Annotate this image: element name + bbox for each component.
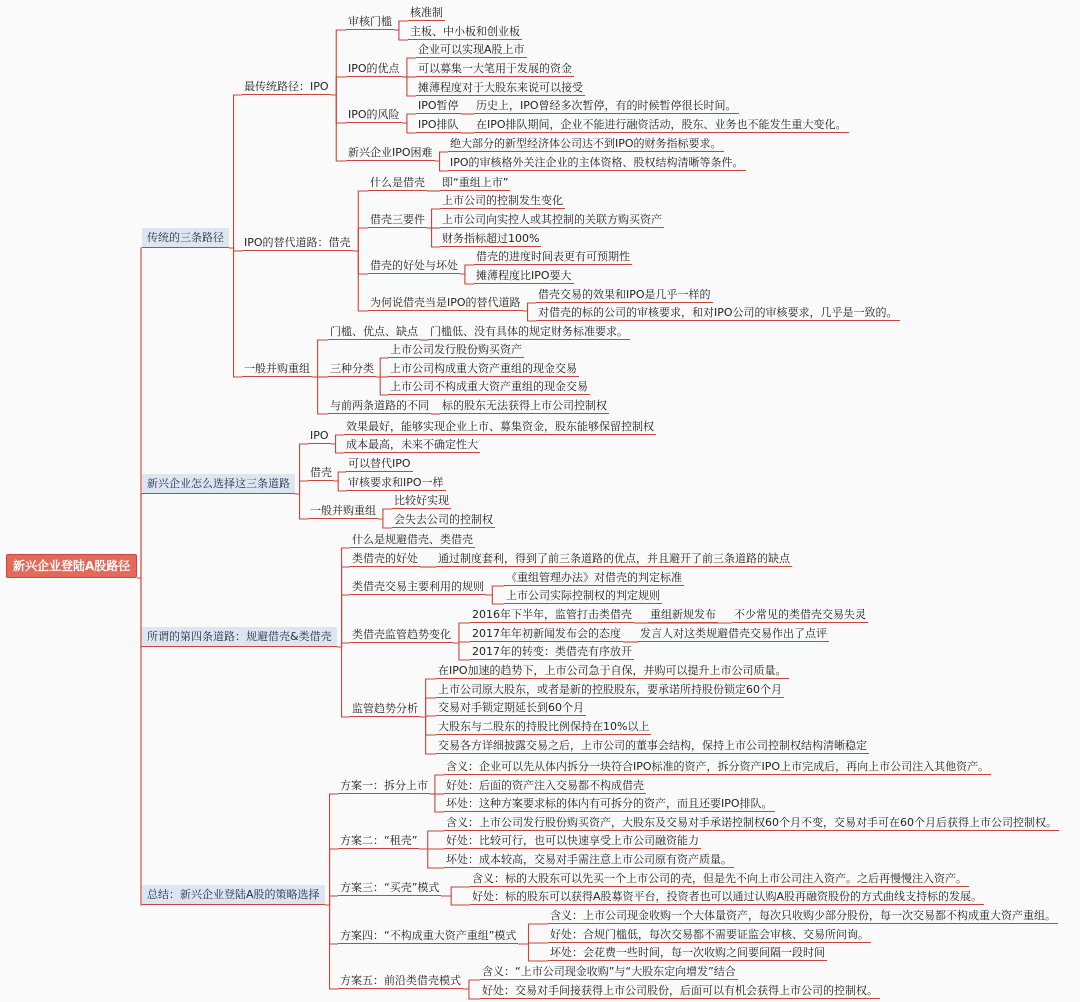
connector-line — [331, 77, 346, 95]
leaf-topic-branches-0-children-0-children-3-children-1[interactable]: IPO的审核格外关注企业的主体资格、股权结构清晰等条件。 — [450, 156, 744, 169]
subtopic-branches-0-children-0[interactable]: 最传统路径：IPO — [244, 80, 329, 93]
leaf-topic-branches-0-children-1-children-3-children-1[interactable]: 对借壳的标的公司的审核要求，和对IPO公司的审核要求，几乎是一致的。 — [538, 306, 898, 319]
connector-line — [295, 481, 308, 494]
leaf-topic-branches-1-children-2-children-1[interactable]: 会失去公司的控制权 — [394, 513, 493, 526]
connector-line — [427, 228, 440, 247]
connector-line — [420, 717, 436, 735]
leaf-topic-branches-0-children-2-children-1-children-1[interactable]: 上市公司构成重大资产重组的现金交易 — [390, 362, 577, 375]
connector-line — [353, 251, 368, 311]
connector-line — [229, 95, 242, 248]
leaf-topic-branches-2-children-2-children-0[interactable]: 《重组管理办法》对借壳的判定标准 — [506, 571, 682, 584]
leaf-topic-branches-2-children-4-children-0[interactable]: 在IPO加速的趋势下，上市公司急于自保，并购可以提升上市公司质量。 — [438, 664, 787, 677]
leaf-topic-branches-3-children-0-children-1[interactable]: 好处：后面的资产注入交易都不构成借壳 — [446, 779, 644, 792]
connector-line — [518, 944, 548, 961]
leaf-topic-branches-3-children-4-children-0[interactable]: 含义：“上市公司现金收购”与“大股东定向增发”结合 — [482, 965, 736, 978]
leaf-topic-branches-0-children-0-children-0[interactable]: 审核门槛 — [348, 15, 392, 28]
subtopic-branches-3-children-0[interactable]: 方案一：拆分上市 — [340, 779, 428, 792]
subtopic-branches-1-children-2[interactable]: 一般并购重组 — [310, 504, 376, 517]
connector-line — [402, 58, 416, 77]
subtopic-branches-2-children-1[interactable]: 类借壳的好处 — [352, 552, 418, 565]
branch-topic-branches-2[interactable]: 所谓的第四条道路：规避借壳&类借壳 — [142, 627, 337, 647]
subtopic-branches-3-children-1[interactable]: 方案二：“租壳” — [340, 834, 418, 847]
leaf-topic-branches-0-children-1-children-0-children-0[interactable]: 即“重组上市” — [442, 176, 509, 189]
connector-line — [453, 643, 470, 660]
connector-line — [353, 228, 368, 251]
branch-topic-branches-3[interactable]: 总结：新兴企业登陆A股的策略选择 — [142, 885, 325, 905]
connector-line — [337, 548, 350, 647]
leaf-topic-branches-0-children-0-children-2-children-1-children-0[interactable]: 在IPO排队期间，企业不能进行融资活动，股东、业务也不能发生重大变化。 — [476, 118, 847, 131]
leaf-topic-branches-0-children-2-children-1-children-0[interactable]: 上市公司发行股份购买资产 — [390, 343, 522, 356]
leaf-topic-branches-2-children-3-children-0-children-0[interactable]: 重组新规发布 — [650, 608, 716, 621]
leaf-topic-branches-0-children-0-children-2-children-1[interactable]: IPO排队 — [418, 118, 459, 131]
connector-line — [463, 980, 480, 989]
leaf-topic-branches-1-children-0-children-1[interactable]: 成本最高，未来不确定性大 — [346, 438, 478, 451]
leaf-topic-branches-0-children-0-children-0-children-0[interactable]: 核准制 — [410, 6, 443, 19]
leaf-topic-branches-0-children-1-children-1-children-2[interactable]: 财务指标超过100% — [442, 232, 540, 245]
connector-line — [353, 251, 368, 274]
connector-line — [337, 647, 350, 717]
subtopic-branches-2-children-2[interactable]: 类借壳交易主要利用的规则 — [352, 580, 484, 593]
connector-line — [331, 444, 344, 453]
leaf-topic-branches-1-children-2-children-0[interactable]: 比较好实现 — [394, 494, 449, 507]
connector-line — [463, 989, 480, 999]
connector-line — [331, 30, 346, 95]
connector-line — [295, 494, 308, 519]
connector-line — [460, 265, 474, 274]
leaf-topic-branches-0-children-1-children-3[interactable]: 为何说借壳当是IPO的替代道路 — [370, 296, 521, 309]
connector-line — [486, 586, 504, 595]
leaf-topic-branches-0-children-1-children-1-children-1[interactable]: 上市公司向实控人或其控制的关联方购买资产 — [442, 213, 662, 226]
subtopic-branches-2-children-3[interactable]: 类借壳监管趋势变化 — [352, 628, 451, 641]
subtopic-branches-0-children-2[interactable]: 一般并购重组 — [244, 362, 310, 375]
connector-line — [331, 95, 346, 161]
connector-line — [229, 248, 242, 377]
leaf-topic-branches-2-children-4-children-2[interactable]: 交易对手锁定期延长到60个月 — [438, 701, 584, 714]
subtopic-branches-3-children-2[interactable]: 方案三：“买壳”模式 — [340, 881, 440, 894]
subtopic-branches-1-children-1[interactable]: 借壳 — [310, 466, 332, 479]
connector-line — [337, 643, 350, 647]
leaf-topic-branches-3-children-2-children-1[interactable]: 好处：标的股东可以获得A股募资平台，投资者也可以通过认购A股再融资股份的方式曲线支持标的发展。 — [472, 890, 983, 903]
leaf-topic-branches-3-children-1-children-2[interactable]: 坏处：成本较高，交易对手需注意上市公司原有资产质量。 — [446, 853, 732, 866]
subtopic-branches-3-children-3[interactable]: 方案四：“不构成重大资产重组”模式 — [340, 929, 517, 942]
leaf-topic-branches-0-children-0-children-3[interactable]: 新兴企业IPO困难 — [348, 146, 433, 159]
connector-line — [312, 377, 328, 414]
leaf-topic-branches-0-children-1-children-2-children-0[interactable]: 借壳的进度时间表更有可预期性 — [476, 250, 630, 263]
subtopic-branches-2-children-4[interactable]: 监管趋势分析 — [352, 702, 418, 715]
connector-line — [295, 444, 308, 494]
connector-line — [337, 567, 350, 647]
leaf-topic-branches-3-children-2-children-0[interactable]: 含义：标的大股东可以先买一个上市公司的壳，但是先不向上市公司注入资产。之后再慢慢注入资产。 — [472, 872, 967, 885]
connector-line — [394, 21, 408, 30]
leaf-topic-branches-2-children-3-children-1[interactable]: 2017年年初新闻发布会的态度 — [472, 627, 621, 640]
leaf-topic-branches-0-children-2-children-1[interactable]: 三种分类 — [330, 362, 374, 375]
connector-line — [331, 435, 344, 444]
leaf-topic-branches-3-children-3-children-1[interactable]: 好处：合规门槛低，每次交易都不需要证监会审核、交易所问询。 — [550, 928, 869, 941]
connector-line — [441, 896, 470, 905]
connector-line — [419, 849, 444, 868]
leaf-topic-branches-3-children-0-children-2[interactable]: 坏处：这种方案要求标的体内有可拆分的资产，而且还要IPO排队。 — [446, 797, 773, 810]
connector-line — [453, 623, 470, 643]
leaf-topic-branches-0-children-1-children-2-children-1[interactable]: 摊薄程度比IPO要大 — [476, 269, 572, 282]
connector-line — [435, 152, 448, 161]
connector-line — [325, 896, 338, 905]
leaf-topic-branches-2-children-4-children-3[interactable]: 大股东与二股东的持股比例保持在10%以上 — [438, 720, 650, 733]
leaf-topic-branches-3-children-1-children-1[interactable]: 好处：比较可行，也可以快速享受上市公司融资能力 — [446, 834, 699, 847]
leaf-topic-branches-0-children-2-children-2[interactable]: 与前两条道路的不同 — [330, 399, 429, 412]
connector-line — [402, 77, 416, 96]
connector-line — [325, 905, 338, 989]
leaf-topic-branches-0-children-1-children-1[interactable]: 借壳三要件 — [370, 213, 425, 226]
leaf-topic-branches-0-children-1-children-0[interactable]: 什么是借壳 — [370, 176, 425, 189]
leaf-topic-branches-0-children-1-children-1-children-0[interactable]: 上市公司的控制发生变化 — [442, 194, 563, 207]
subtopic-branches-3-children-4[interactable]: 方案五：前沿类借壳模式 — [340, 974, 461, 987]
connector-line — [376, 377, 388, 395]
connector-line — [376, 358, 388, 377]
subtopic-branches-0-children-1[interactable]: IPO的替代道路：借壳 — [244, 236, 351, 249]
connector-line — [523, 311, 536, 321]
leaf-topic-branches-0-children-0-children-2[interactable]: IPO的风险 — [348, 108, 400, 121]
root-topic[interactable]: 新兴企业登陆A股路径 — [6, 554, 137, 578]
leaf-topic-branches-1-children-1-children-1[interactable]: 审核要求和IPO一样 — [348, 476, 444, 489]
leaf-topic-branches-2-children-3-children-2[interactable]: 2017年的转变：类借壳有序放开 — [472, 645, 632, 658]
leaf-topic-branches-0-children-0-children-2-children-0-children-0[interactable]: 历史上，IPO曾经多次暂停，有的时候暂停很长时间。 — [476, 99, 737, 112]
connector-line — [420, 698, 436, 717]
leaf-topic-branches-1-children-1-children-0[interactable]: 可以替代IPO — [348, 457, 411, 470]
leaf-topic-branches-0-children-0-children-1-children-0[interactable]: 企业可以实现A股上市 — [418, 43, 525, 56]
leaf-topic-branches-2-children-4-children-4[interactable]: 交易各方详细披露交易之后，上市公司的董事会结构，保持上市公司控制权结构清晰稳定 — [438, 739, 867, 752]
connector-line — [427, 209, 440, 228]
connector-line — [353, 191, 368, 251]
connector-line — [435, 161, 448, 171]
connector-line — [378, 519, 392, 528]
leaf-topic-branches-2-children-1-children-0[interactable]: 通过制度套利，得到了前三条道路的优点，并且避开了前三条道路的缺点 — [438, 552, 790, 565]
leaf-topic-branches-2-children-3-children-0-children-1[interactable]: 不少常见的类借壳交易失灵 — [734, 608, 866, 621]
leaf-topic-branches-0-children-0-children-1-children-2[interactable]: 摊薄程度对于大股东来说可以接受 — [418, 81, 583, 94]
connector-line — [312, 340, 328, 377]
leaf-topic-branches-0-children-0-children-1[interactable]: IPO的优点 — [348, 62, 400, 75]
leaf-topic-branches-0-children-2-children-2-children-0[interactable]: 标的股东无法获得上市公司控制权 — [442, 399, 607, 412]
subtopic-branches-1-children-0[interactable]: IPO — [310, 429, 329, 442]
connector-line — [402, 123, 416, 133]
leaf-topic-branches-0-children-2-children-0[interactable]: 门槛、优点、缺点 — [330, 325, 418, 338]
connector-line — [137, 494, 142, 578]
leaf-topic-branches-0-children-0-children-3-children-0[interactable]: 绝大部分的新型经济体公司达不到IPO的财务指标要求。 — [450, 137, 722, 150]
leaf-topic-branches-2-children-2-children-1[interactable]: 上市公司实际控制权的判定规则 — [506, 589, 660, 602]
leaf-topic-branches-0-children-2-children-1-children-2[interactable]: 上市公司不构成重大资产重组的现金交易 — [390, 380, 588, 393]
connector-line — [460, 274, 474, 284]
leaf-topic-branches-0-children-1-children-2[interactable]: 借壳的好处与坏处 — [370, 259, 458, 272]
connector-line — [325, 905, 338, 944]
leaf-topic-branches-2-children-3-children-1-children-0[interactable]: 发言人对这类规避借壳交易作出了点评 — [640, 627, 827, 640]
leaf-topic-branches-3-children-0-children-0[interactable]: 含义：企业可以先从体内拆分一块符合IPO标准的资产，拆分资产IPO上市完成后，再向上市公司注入其他资产。 — [446, 760, 990, 773]
connector-line — [394, 30, 408, 40]
leaf-topic-branches-1-children-0-children-0[interactable]: 效果最好，能够实现企业上市、募集资金，股东能够保留控制权 — [346, 420, 654, 433]
leaf-topic-branches-3-children-4-children-1[interactable]: 好处：交易对手间接获得上市公司股份，后面可以有机会获得上市公司的控制权。 — [482, 984, 878, 997]
connector-line — [419, 831, 444, 849]
connector-line — [523, 303, 536, 311]
connector-line — [430, 794, 444, 812]
branch-topic-branches-0[interactable]: 传统的三条路径 — [142, 228, 229, 248]
leaf-topic-branches-0-children-0-children-0-children-1[interactable]: 主板、中小板和创业板 — [410, 25, 520, 38]
leaf-topic-branches-3-children-3-children-2[interactable]: 坏处：会花费一些时间，每一次收购之间要间隔一段时间 — [550, 946, 825, 959]
leaf-topic-branches-0-children-2-children-0-children-0[interactable]: 门槛低、没有具体的规定财务标准要求。 — [430, 325, 628, 338]
connector-line — [430, 775, 444, 794]
leaf-topic-branches-2-children-4-children-1[interactable]: 上市公司原大股东，或者是新的控股股东，要承诺所持股份锁定60个月 — [438, 683, 782, 696]
connector-line — [334, 472, 346, 481]
leaf-topic-branches-3-children-1-children-0[interactable]: 含义：上市公司发行股份购买资产，大股东及交易对手承诺控制权60个月不变，交易对手可在60个月后获得上市公司控制权。 — [446, 816, 1057, 829]
leaf-topic-branches-0-children-0-children-2-children-0[interactable]: IPO暂停 — [418, 99, 459, 112]
connector-line — [441, 887, 470, 896]
connector-line — [331, 95, 346, 123]
connector-line — [334, 481, 346, 491]
branch-topic-branches-1[interactable]: 新兴企业怎么选择这三条道路 — [142, 474, 295, 494]
connector-line — [325, 849, 338, 905]
connector-line — [518, 924, 548, 944]
leaf-topic-branches-0-children-1-children-3-children-0[interactable]: 借壳交易的效果和IPO是几乎一样的 — [538, 288, 711, 301]
connector-line — [402, 114, 416, 123]
leaf-topic-branches-2-children-3-children-0[interactable]: 2016年下半年，监管打击类借壳 — [472, 608, 632, 621]
subtopic-branches-2-children-0[interactable]: 什么是规避借壳、类借壳 — [352, 533, 473, 546]
leaf-topic-branches-3-children-3-children-0[interactable]: 含义：上市公司现金收购一个大体量资产，每次只收购少部分股份，每一次交易都不构成重大资产重组。 — [550, 909, 1056, 922]
leaf-topic-branches-0-children-0-children-1-children-1[interactable]: 可以募集一大笔用于发展的资金 — [418, 62, 572, 75]
connector-line — [486, 595, 504, 604]
connector-line — [337, 595, 350, 647]
connector-line — [378, 509, 392, 519]
